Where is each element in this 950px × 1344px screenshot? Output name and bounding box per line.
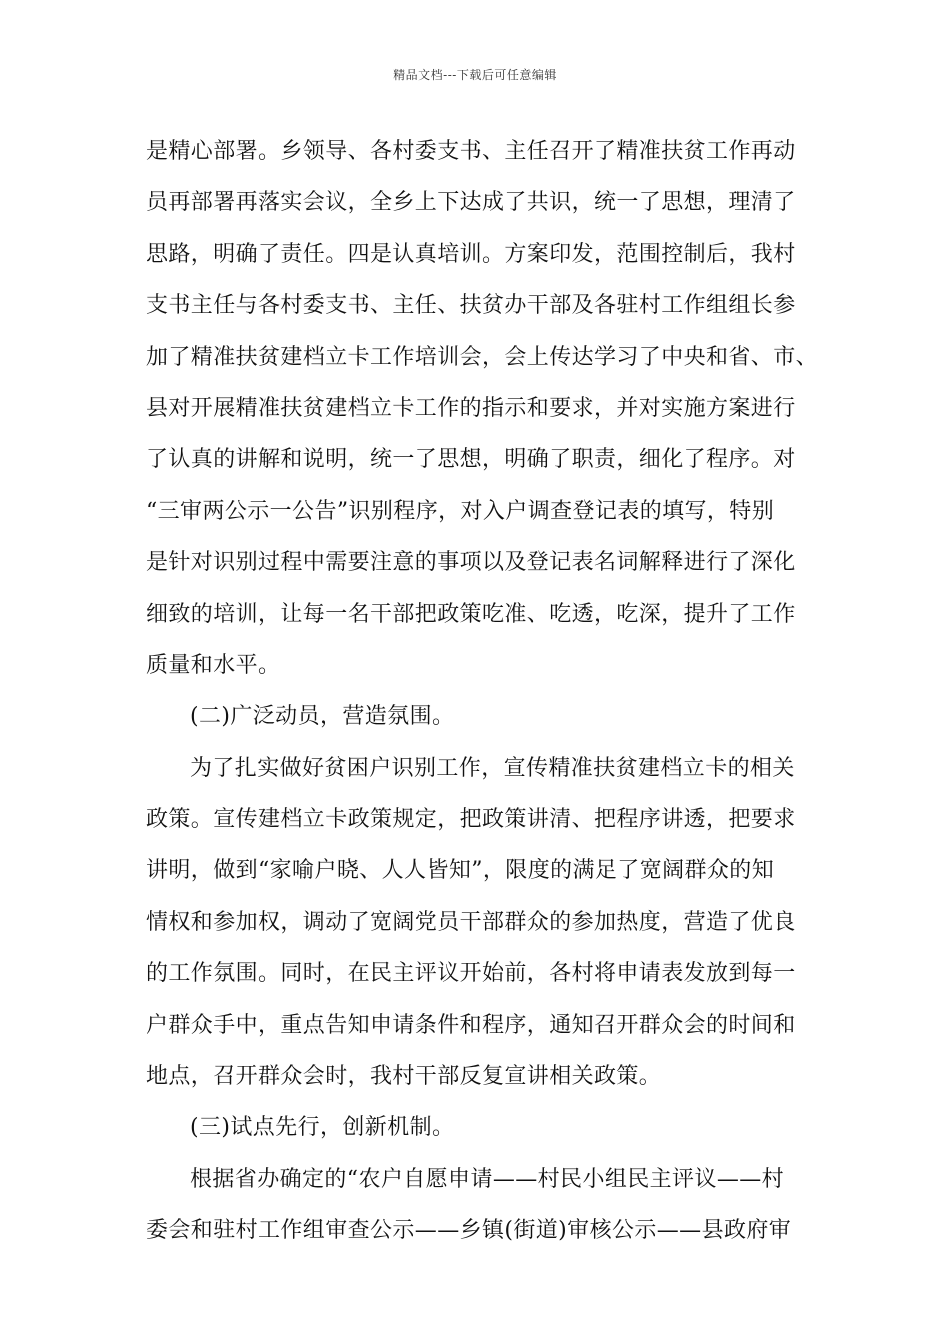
text-line: 的工作氛围。同时，在民主评议开始前，各村将申请表发放到每一 — [146, 961, 796, 987]
page-header: 精品文档---下载后可任意编辑 — [393, 68, 557, 82]
text-line: 了认真的讲解和说明，统一了思想，明确了职责，细化了程序。对 — [146, 447, 796, 473]
text-line: 户群众手中，重点告知申请条件和程序，通知召开群众会的时间和 — [146, 1012, 796, 1038]
text-line: 根据省办确定的“农户自愿申请——村民小组民主评议——村 — [190, 1166, 785, 1192]
text-line: 地点，召开群众会时，我村干部反复宣讲相关政策。 — [146, 1064, 662, 1090]
section-heading: (二)广泛动员，营造氛围。 — [190, 704, 455, 730]
text-line: 是针对识别过程中需要注意的事项以及登记表名词解释进行了深化 — [146, 550, 796, 576]
text-line: “三审两公示一公告”识别程序，对入户调查登记表的填写，特别 — [146, 498, 775, 524]
text-line: 质量和水平。 — [146, 652, 281, 678]
text-line: 细致的培训，让每一名干部把政策吃准、吃透，吃深，提升了工作 — [146, 601, 796, 627]
text-line: 政策。宣传建档立卡政策规定，把政策讲清、把程序讲透，把要求 — [146, 807, 796, 833]
text-line: 委会和驻村工作组审查公示——乡镇(街道)审核公示——县政府审 — [146, 1218, 792, 1244]
text-line: 加了精准扶贫建档立卡工作培训会，会上传达学习了中央和省、市、 — [146, 344, 819, 370]
section-heading: (三)试点先行，创新机制。 — [190, 1115, 455, 1141]
text-line: 思路，明确了责任。四是认真培训。方案印发，范围控制后，我村 — [146, 241, 796, 267]
text-line: 是精心部署。乡领导、各村委支书、主任召开了精准扶贫工作再动 — [146, 139, 796, 164]
text-line: 县对开展精准扶贫建档立卡工作的指示和要求，并对实施方案进行 — [146, 395, 796, 421]
text-line: 为了扎实做好贫困户识别工作，宣传精准扶贫建档立卡的相关 — [190, 755, 795, 781]
document-body — [146, 132, 826, 1263]
text-line: 支书主任与各村委支书、主任、扶贫办干部及各驻村工作组组长参 — [146, 293, 796, 319]
text-line: 情权和参加权，调动了宽阔党员干部群众的参加热度，营造了优良 — [146, 909, 796, 935]
text-line: 员再部署再落实会议，全乡上下达成了共识，统一了思想，理清了 — [146, 190, 796, 216]
text-line: 讲明，做到“家喻户晓、人人皆知”，限度的满足了宽阔群众的知 — [146, 858, 775, 884]
